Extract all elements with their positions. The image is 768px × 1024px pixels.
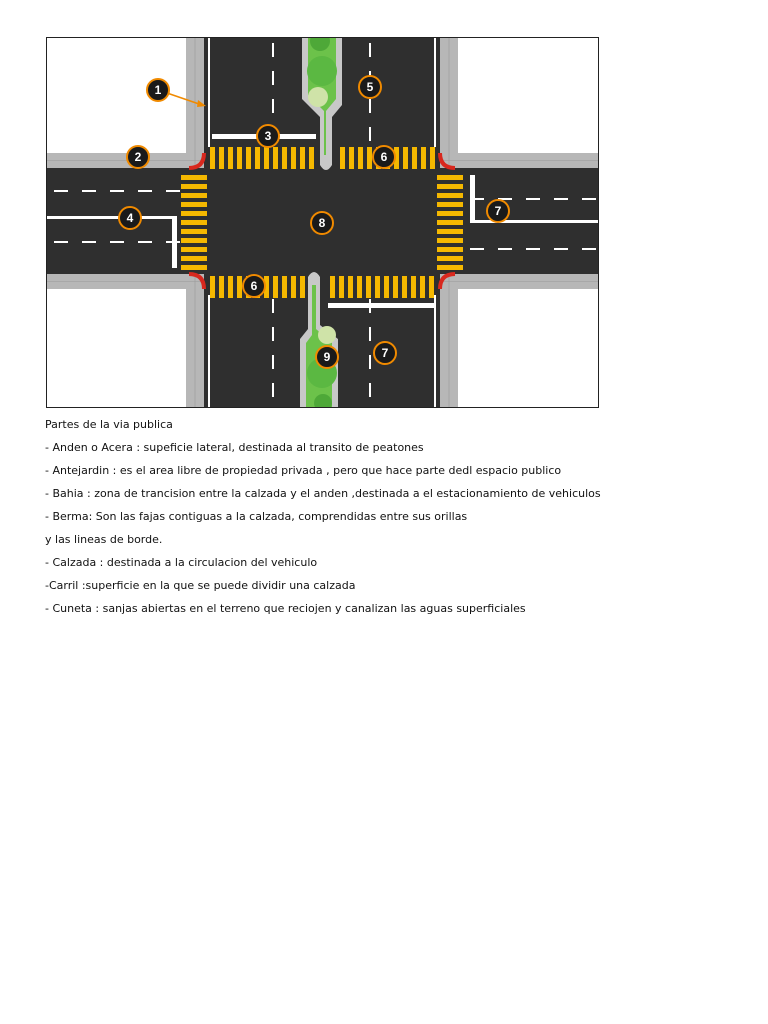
street-intersection-diagram — [46, 37, 599, 408]
crosswalk-stripe — [237, 276, 242, 298]
svg-text:6: 6 — [250, 279, 258, 293]
crosswalk-stripe — [421, 147, 426, 169]
crosswalk-stripe — [348, 276, 353, 298]
definition-line: y las lineas de borde. — [45, 533, 163, 546]
marker — [373, 146, 395, 168]
marker — [374, 342, 396, 364]
crosswalk-stripe — [437, 220, 463, 225]
marker — [119, 207, 141, 229]
crosswalk-stripe — [437, 265, 463, 270]
crosswalk-stripe — [210, 147, 215, 169]
crosswalk-stripe — [181, 229, 207, 234]
crosswalk-stripe — [264, 147, 269, 169]
crosswalk-stripe — [181, 175, 207, 180]
crosswalk-stripe — [437, 238, 463, 243]
crosswalk-stripe — [255, 147, 260, 169]
crosswalk-stripe — [210, 276, 215, 298]
crosswalk-stripe — [181, 238, 207, 243]
crosswalk-stripe — [430, 147, 435, 169]
crosswalk-stripe — [181, 220, 207, 225]
marker — [487, 200, 509, 222]
svg-text:5: 5 — [366, 80, 374, 94]
crosswalk-stripe — [402, 276, 407, 298]
intersection-svg — [46, 37, 599, 408]
crosswalk-stripe — [228, 147, 233, 169]
crosswalk-stripe — [181, 265, 207, 270]
crosswalk-stripe — [300, 147, 305, 169]
crosswalk-stripe — [282, 147, 287, 169]
crosswalk-stripe — [300, 276, 305, 298]
crosswalk-stripe — [437, 211, 463, 216]
crosswalk-stripe — [340, 147, 345, 169]
svg-text:2: 2 — [134, 150, 142, 164]
svg-text:6: 6 — [380, 150, 388, 164]
crosswalk-stripe — [181, 211, 207, 216]
crosswalk-stripe — [291, 147, 296, 169]
svg-text:3: 3 — [264, 129, 272, 143]
crosswalk-stripe — [181, 256, 207, 261]
crosswalk-stripe — [357, 276, 362, 298]
marker — [147, 79, 169, 101]
crosswalk-stripe — [246, 147, 251, 169]
marker — [257, 125, 279, 147]
crosswalk-stripe — [237, 147, 242, 169]
crosswalk-stripe — [384, 276, 389, 298]
marker — [311, 212, 333, 234]
crosswalk-stripe — [181, 202, 207, 207]
svg-text:9: 9 — [323, 350, 331, 364]
text-block — [45, 416, 745, 623]
svg-text:8: 8 — [318, 216, 326, 230]
svg-text:4: 4 — [126, 211, 134, 225]
definition-line: - Calzada : destinada a la circulacion del vehiculo — [45, 556, 318, 569]
svg-text:1: 1 — [154, 83, 162, 97]
svg-text:7: 7 — [494, 204, 502, 218]
definition-line: - Berma: Son las fajas contiguas a la calzada, comprendidas entre sus orillas — [45, 510, 468, 523]
crosswalk-stripe — [403, 147, 408, 169]
crosswalk-stripe — [219, 276, 224, 298]
definition-line: - Bahia : zona de trancision entre la calzada y el anden ,destinada a el estacionamiento de vehiculos — [45, 487, 601, 500]
lot-bottom-right — [458, 289, 599, 408]
crosswalk-stripe — [291, 276, 296, 298]
crosswalk-stripe — [437, 247, 463, 252]
crosswalk-stripe — [349, 147, 354, 169]
crosswalk-stripe — [181, 247, 207, 252]
crosswalk-stripe — [429, 276, 434, 298]
definition-line: - Cuneta : sanjas abiertas en el terreno que reciojen y canalizan las aguas superficiales — [45, 602, 526, 615]
crosswalk-stripe — [219, 147, 224, 169]
crosswalk-stripe — [358, 147, 363, 169]
crosswalk-stripe — [437, 256, 463, 261]
crosswalk-stripe — [181, 193, 207, 198]
crosswalk-stripe — [437, 184, 463, 189]
crosswalk-stripe — [339, 276, 344, 298]
crosswalk-stripe — [393, 276, 398, 298]
crosswalk-stripe — [181, 184, 207, 189]
crosswalk-stripe — [437, 229, 463, 234]
crosswalk-stripe — [437, 202, 463, 207]
crosswalk-stripe — [412, 147, 417, 169]
crosswalk-stripe — [367, 147, 372, 169]
crosswalk-stripe — [411, 276, 416, 298]
definition-line: -Carril :superficie en la que se puede dividir una calzada — [45, 579, 356, 592]
marker — [127, 146, 149, 168]
crosswalk-stripe — [437, 193, 463, 198]
crosswalk-stripe — [437, 175, 463, 180]
crosswalk-stripe — [282, 276, 287, 298]
crosswalk-stripe — [273, 276, 278, 298]
lot-bottom-left — [46, 289, 186, 408]
marker — [359, 76, 381, 98]
definition-line: - Antejardin : es el area libre de propiedad privada , pero que hace parte dedl espacio publico — [45, 464, 562, 477]
crosswalk-stripe — [330, 276, 335, 298]
lot-top-right — [458, 37, 599, 153]
svg-text:7: 7 — [381, 346, 389, 360]
crosswalk-stripe — [273, 147, 278, 169]
marker — [243, 275, 265, 297]
crosswalk-stripe — [309, 147, 314, 169]
section-heading: Partes de la via publica — [45, 418, 173, 431]
marker — [316, 346, 338, 368]
definition-line: - Anden o Acera : supeficie lateral, destinada al transito de peatones — [45, 441, 424, 454]
crosswalk-stripe — [366, 276, 371, 298]
crosswalk-stripe — [375, 276, 380, 298]
crosswalk-stripe — [228, 276, 233, 298]
crosswalk-stripe — [420, 276, 425, 298]
